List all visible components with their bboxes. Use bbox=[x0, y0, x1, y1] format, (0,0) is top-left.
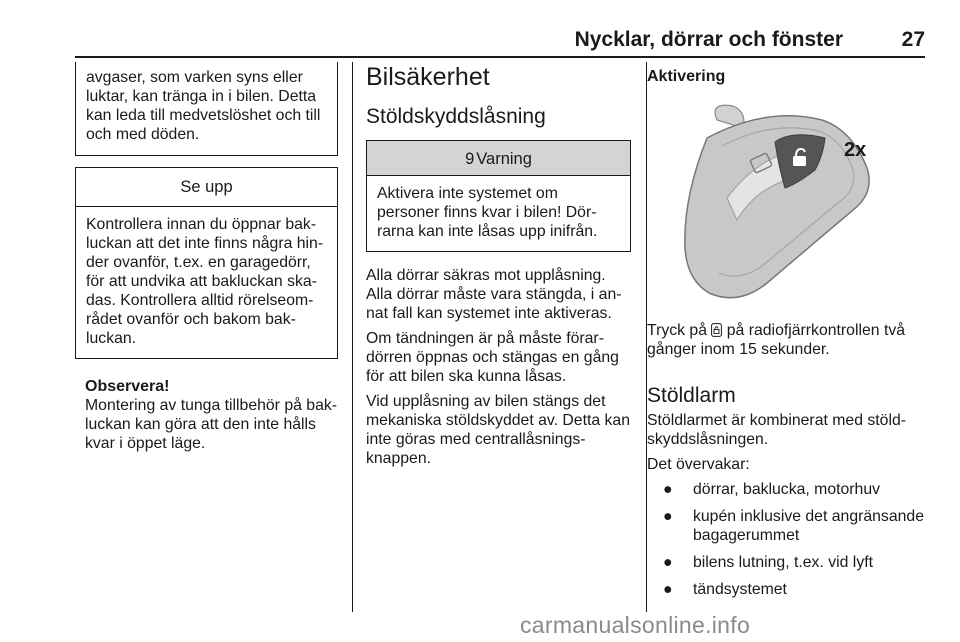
page-number: 27 bbox=[901, 28, 925, 51]
warning-box bbox=[366, 140, 631, 252]
press-count-label: 2x bbox=[844, 139, 867, 161]
press-instruction-start: Tryck på bbox=[647, 322, 707, 339]
note-text: Montering av tunga tillbehör på bak-luckan kan göra att den inte hålls kvar i öppet läge. bbox=[85, 397, 338, 452]
column-divider-1 bbox=[352, 62, 353, 612]
warning-body bbox=[367, 176, 630, 251]
padlock-body-icon bbox=[793, 156, 806, 166]
alarm-title: Stöldlarm bbox=[647, 384, 736, 407]
warning-title: Varning bbox=[476, 150, 532, 168]
subsection-title: Stöldskyddslåsning bbox=[366, 105, 546, 128]
activation-title: Aktivering bbox=[647, 68, 726, 85]
monitors-label: Det övervakar: bbox=[647, 456, 750, 473]
monitored-list bbox=[647, 480, 927, 599]
paragraph-1: Alla dörrar säkras mot upplåsning. Alla dörrar måste vara stängda, i an-nat fall kan systemet inte aktiveras. bbox=[366, 267, 622, 322]
chapter-title: Nycklar, dörrar och fönster bbox=[574, 28, 843, 51]
note-block bbox=[75, 377, 338, 453]
list-item: ● kupén inklusive det angränsande bagagerummet bbox=[663, 508, 924, 544]
list-item: ● tändsystemet bbox=[663, 581, 787, 598]
warning-symbol-icon: 9 bbox=[465, 150, 475, 168]
caution-text: Kontrollera innan du öppnar bak-luckan att det inte finns några hin-der ovanför, t.ex. en garagedörr, för att undvika att bakluckan ska-das. Kontrollera alltid rörelseom-rådet ovanför och bakom bak-luckan. bbox=[86, 216, 324, 347]
header-rule bbox=[75, 56, 925, 58]
key-fob-illustration bbox=[647, 98, 927, 310]
press-instruction-end: på radiofjärrkontrollen två gånger inom 15 sekunder. bbox=[647, 322, 906, 358]
column-middle bbox=[366, 62, 631, 468]
warning-text: Aktivera inte systemet om personer finns kvar i bilen! Dör-rarna kan inte låsas upp inifrån. bbox=[377, 185, 598, 240]
warning-continuation-text: avgaser, som varken syns eller luktar, kan tränga in i bilen. Detta kan leda till medvetslöshet och till och med döden. bbox=[86, 69, 321, 143]
list-item: ● bilens lutning, t.ex. vid lyft bbox=[663, 554, 873, 571]
column-left bbox=[75, 62, 338, 453]
alarm-text: Stöldlarmet är kombinerat med stöld-skyddslåsningen. bbox=[647, 412, 906, 448]
warning-continuation-box bbox=[75, 62, 338, 156]
bullet-icon: ● bbox=[663, 481, 673, 498]
note-title: Observera! bbox=[85, 378, 170, 395]
paragraph-3: Vid upplåsning av bilen stängs det mekaniska stöldskyddet av. Detta kan inte göras med centrallåsnings-knappen. bbox=[366, 393, 630, 467]
section-title: Bilsäkerhet bbox=[366, 63, 490, 91]
column-right bbox=[647, 62, 927, 607]
caution-title: Se upp bbox=[180, 178, 233, 196]
page-header bbox=[75, 28, 925, 56]
list-item: ● dörrar, baklucka, motorhuv bbox=[663, 481, 881, 498]
caution-body bbox=[76, 207, 337, 358]
unlock-button-icon bbox=[711, 323, 722, 337]
paragraph-2: Om tändningen är på måste förar-dörren öppnas och stängas en gång för att bilen ska kunna låsas. bbox=[366, 330, 619, 385]
key-fob-svg bbox=[647, 98, 927, 310]
bullet-icon: ● bbox=[663, 508, 673, 525]
bullet-icon: ● bbox=[663, 581, 673, 598]
watermark: carmanualsonline.info bbox=[520, 612, 751, 638]
caution-box bbox=[75, 167, 338, 359]
warning-header bbox=[367, 141, 630, 176]
bullet-icon: ● bbox=[663, 554, 673, 571]
press-instruction bbox=[647, 321, 927, 359]
